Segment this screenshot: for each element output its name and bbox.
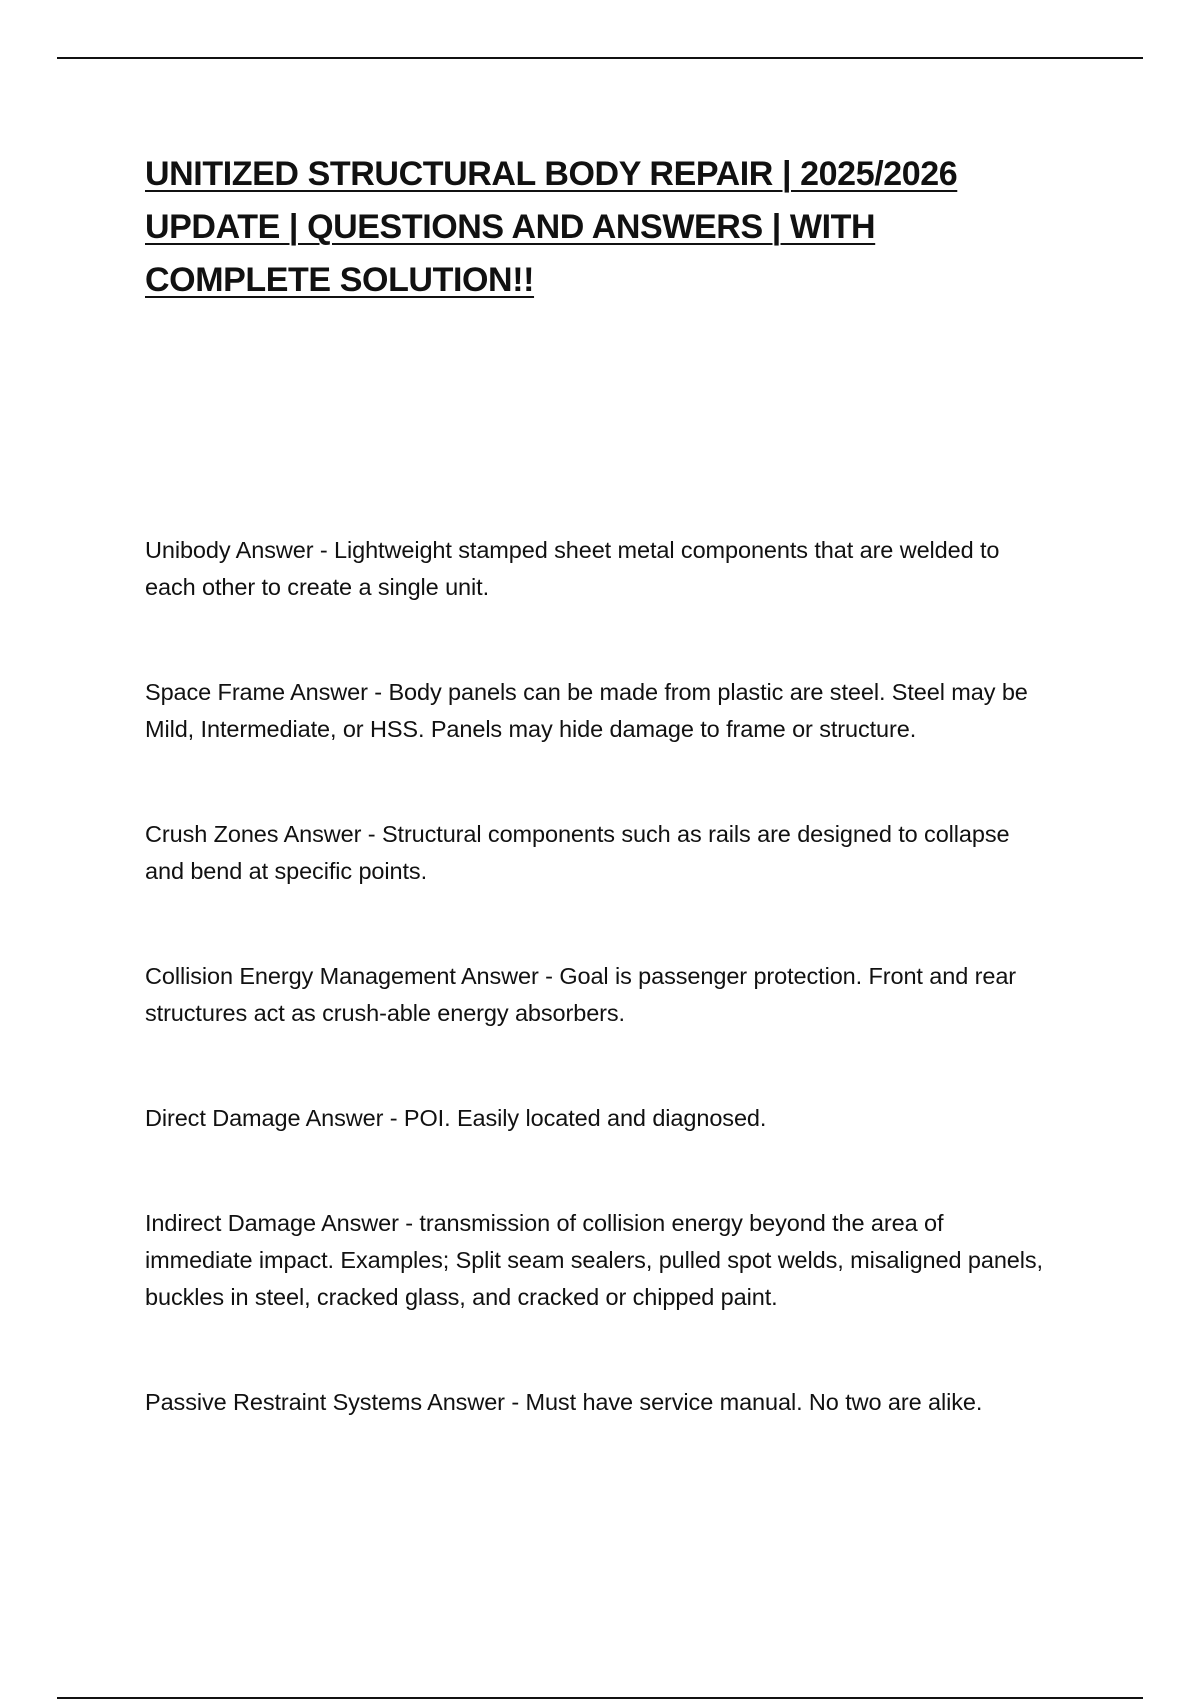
qa-term: Space Frame [145, 679, 285, 705]
answer-label: Answer [283, 821, 362, 847]
qa-term: Passive Restraint Systems [145, 1389, 422, 1415]
qa-term: Indirect Damage [145, 1210, 316, 1236]
qa-item-unibody: Unibody Answer - Lightweight stamped sheet metal components that are welded to each other to create a single unit. [145, 537, 1000, 600]
top-rule [57, 57, 1143, 59]
qa-answer: transmission of collision energy beyond the area of immediate impact. Examples; Split seam sealers, pulled spot welds, misaligned panels, buckles in steel, cracked glass, and cracked or chipped paint. [145, 1210, 1043, 1310]
document-title: UNITIZED STRUCTURAL BODY REPAIR | 2025/2026 UPDATE | QUESTIONS AND ANSWERS | WITH COMPLETE SOLUTION!! [145, 155, 958, 299]
qa-item-indirect-damage: Indirect Damage Answer - transmission of collision energy beyond the area of immediate impact. Examples; Split seam sealers, pulled spot welds, misaligned panels, buckles in steel, cracked glass, and cracked or chipped paint. [145, 1210, 1043, 1310]
qa-item-space-frame: Space Frame Answer - Body panels can be made from plastic are steel. Steel may be Mild, Intermediate, or HSS. Panels may hide damage to frame or structure. [145, 679, 1028, 742]
qa-term: Collision Energy Management [145, 963, 456, 989]
qa-answer: Must have service manual. No two are alike. [525, 1389, 983, 1415]
qa-item-passive-restraint-systems: Passive Restraint Systems Answer - Must have service manual. No two are alike. [145, 1389, 983, 1415]
qa-answer: Goal is passenger protection. Front and rear structures act as crush-able energy absorbers. [145, 963, 1017, 1026]
qa-item-crush-zones: Crush Zones Answer - Structural components such as rails are designed to collapse and bend at specific points. [145, 821, 1010, 884]
bottom-rule [57, 1697, 1143, 1699]
answer-label: Answer [305, 1105, 384, 1131]
answer-label: Answer [460, 963, 539, 989]
qa-answer: Body panels can be made from plastic are steel. Steel may be Mild, Intermediate, or HSS. Panels may hide damage to frame or structure. [145, 679, 1028, 742]
qa-item-collision-energy-management: Collision Energy Management Answer - Goal is passenger protection. Front and rear structures act as crush-able energy absorbers. [145, 963, 1017, 1026]
qa-list [145, 532, 1045, 1421]
answer-label: Answer [290, 679, 368, 705]
qa-term: Direct Damage [145, 1105, 301, 1131]
qa-answer: POI. Easily located and diagnosed. [403, 1105, 767, 1131]
qa-term: Crush Zones [145, 821, 279, 847]
document-page [145, 148, 1045, 1415]
answer-label: Answer [427, 1389, 505, 1415]
qa-answer: Lightweight stamped sheet metal components that are welded to each other to create a single unit. [145, 537, 1000, 600]
qa-item-direct-damage: Direct Damage Answer - POI. Easily located and diagnosed. [145, 1105, 767, 1131]
qa-answer: Structural components such as rails are designed to collapse and bend at specific points. [145, 821, 1010, 884]
answer-label: Answer [235, 537, 314, 563]
qa-term: Unibody [145, 537, 231, 563]
answer-label: Answer [321, 1210, 399, 1236]
